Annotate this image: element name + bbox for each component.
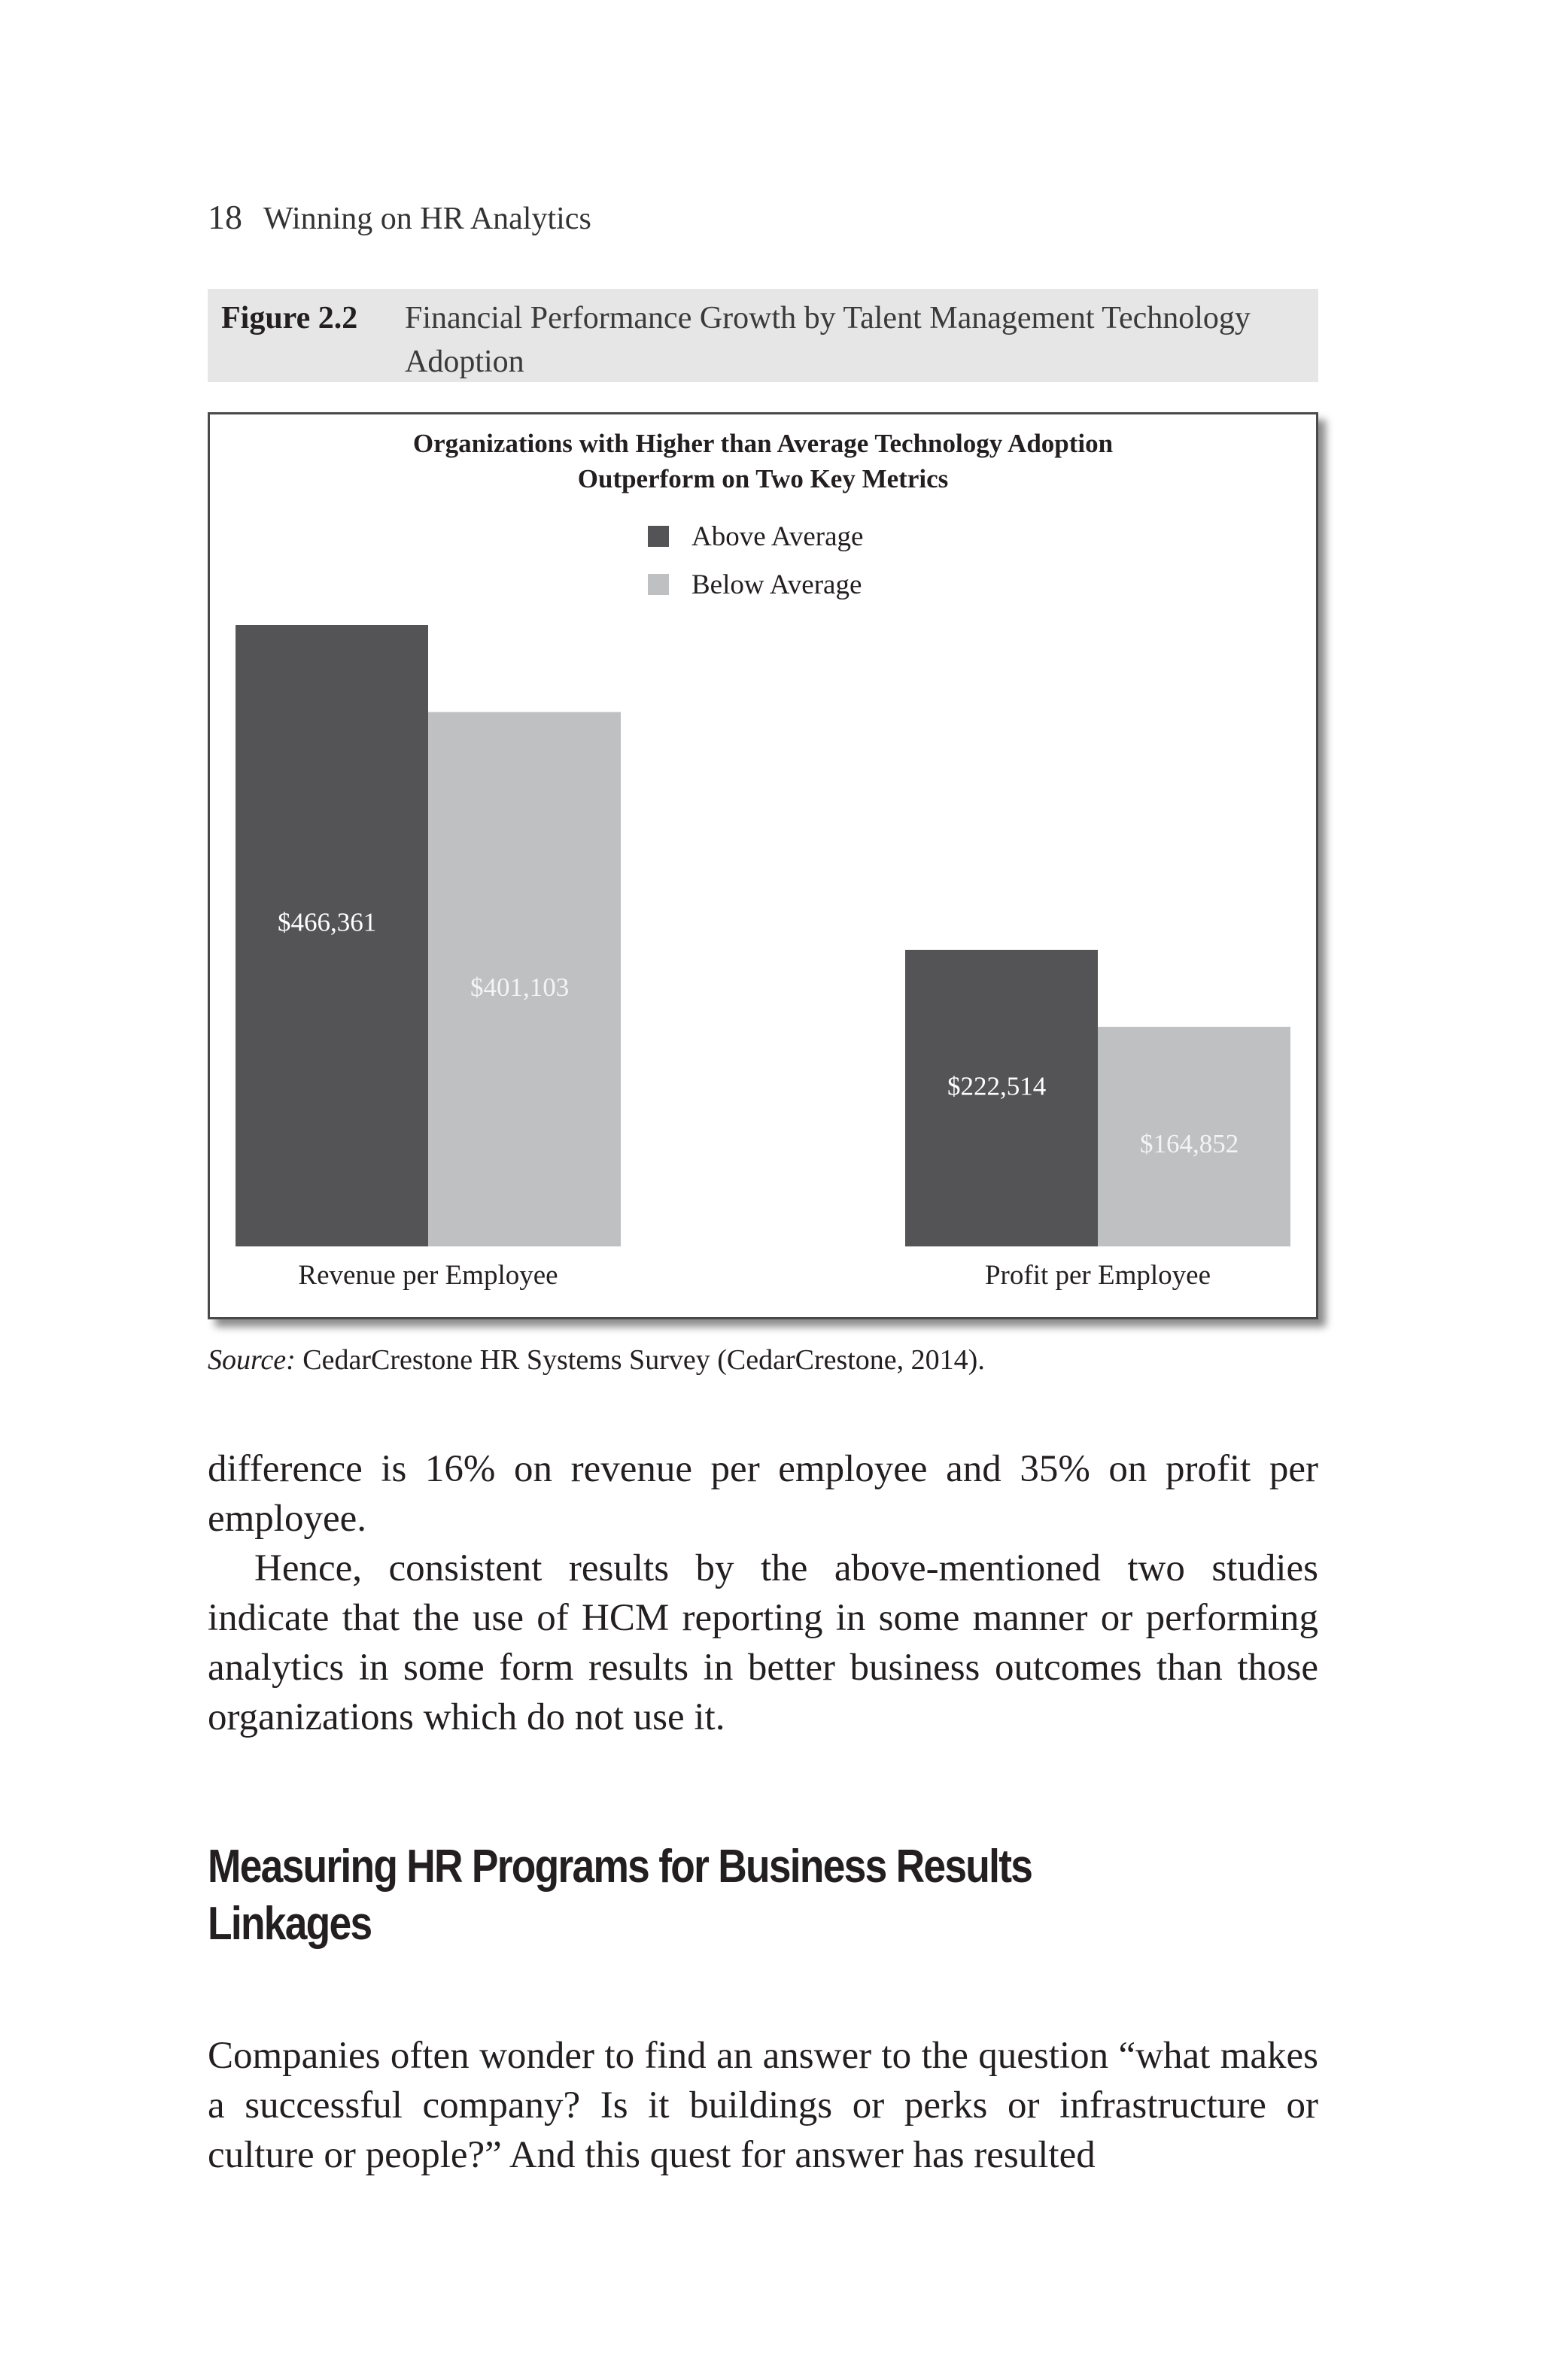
chart-subtitle: Outperform on Two Key Metrics xyxy=(577,464,949,493)
bar-chart xyxy=(210,414,1316,1317)
x-axis-label: Revenue per Employee xyxy=(298,1260,558,1291)
paragraph: Companies often wonder to find an answer to the question “what makes a successful company? Is it buildings or perks or infrastructure or culture or people?” And this quest for answer has resulted xyxy=(208,2035,1318,2176)
chart-bars xyxy=(236,625,1290,1246)
running-head xyxy=(208,197,591,237)
page-number: 18 xyxy=(208,198,242,236)
chart-legend xyxy=(648,521,863,600)
legend-label: Above Average xyxy=(691,521,864,552)
paragraph: Hence, consistent results by the above-mentioned two studies indicate that the use of HCM reporting in some manner or performing analytics in some form results in better business outcomes than those organizations which do not use it. xyxy=(208,1547,1318,1738)
figure-source xyxy=(208,1343,985,1377)
book-title: Winning on HR Analytics xyxy=(263,202,591,236)
legend-label: Below Average xyxy=(691,569,862,600)
legend-swatch xyxy=(648,574,669,595)
paragraph: difference is 16% on revenue per employee and 35% on profit per employee. xyxy=(208,1448,1318,1540)
figure-caption xyxy=(208,289,1318,382)
data-label: $401,103 xyxy=(470,973,570,1003)
section-heading: Measuring HR Programs for Business Results Linkages xyxy=(208,1841,1032,1950)
source-text: CedarCrestone HR Systems Survey (CedarCrestone, 2014). xyxy=(302,1344,985,1376)
figure-title: Financial Performance Growth by Talent Management Technology Adoption xyxy=(405,301,1251,379)
x-axis-label: Profit per Employee xyxy=(984,1260,1211,1291)
figure-label: Figure 2.2 xyxy=(221,301,358,335)
chart-frame xyxy=(208,412,1318,1319)
legend-swatch xyxy=(648,526,669,547)
data-label: $222,514 xyxy=(947,1071,1047,1101)
chart-x-labels xyxy=(298,1260,1211,1291)
data-label: $466,361 xyxy=(278,907,377,937)
data-label: $164,852 xyxy=(1140,1129,1239,1159)
chart-title: Organizations with Higher than Average Technology Adoption xyxy=(412,429,1114,458)
source-label: Source: xyxy=(208,1344,296,1376)
